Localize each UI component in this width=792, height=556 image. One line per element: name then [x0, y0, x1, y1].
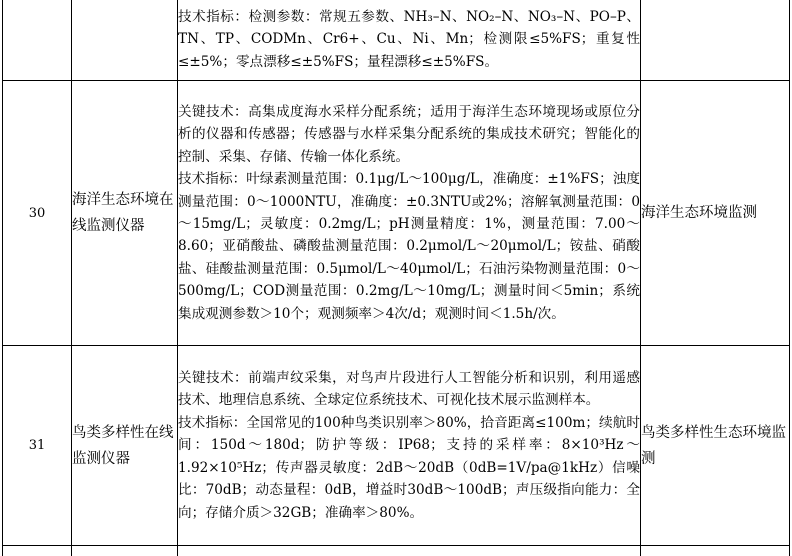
technical-indicators: 技术指标：叶绿素测量范围：0.1μg/L～100μg/L，准确度：±1%FS；浊度测量范围：0～1000NTU，准确度：±0.3NTU或2%；溶解氧测量范围：0～15mg/L；灵敏度：0.2mg/L；pH测量精度：1%，测量范围：7.00～8.60；亚硝酸盐、磷酸盐测量范围：0.2μmol/L～20μmol/L；铵盐、硝酸盐、硅酸盐测量范围：0.5μmol/L～40μmol/L；石油污染物测量范围：0～500mg/L；COD测量范围：0.2mg/L～10mg/L；测量时间＜5min；系统集成观测参数＞10个；观测频率＞4次/d；观测时间＜1.5h/次。 — [178, 168, 640, 325]
empty-cell — [641, 546, 790, 556]
technical-description — [178, 81, 641, 346]
key-technology: 关键技术：高集成度海水采样分配系统；适用于海洋生态环境现场或原位分析的仪器和传感器；传感器与水样采集分配系统的集成技术研究；智能化的控制、采集、存储、传输一体化系统。 — [178, 101, 640, 168]
technical-description — [178, 346, 641, 546]
key-technology: 关键技术：前端声纹采集，对鸟声片段进行人工智能分析和识别，利用遥感技术、地理信息系统、全球定位系统技术、可视化技术展示监测样本。 — [178, 367, 640, 412]
row-number — [3, 0, 72, 81]
application-field: 海洋生态环境监测 — [641, 81, 790, 346]
empty-cell — [178, 546, 641, 556]
empty-cell — [3, 546, 72, 556]
instrument-name: 鸟类多样性在线监测仪器 — [72, 346, 178, 546]
empty-cell — [72, 546, 178, 556]
technical-description — [178, 0, 641, 81]
table-row — [3, 546, 790, 556]
row-number: 31 — [3, 346, 72, 546]
application-field — [641, 0, 790, 81]
table-row — [3, 0, 790, 81]
row-number: 30 — [3, 81, 72, 346]
table-row — [3, 81, 790, 346]
table-row — [3, 346, 790, 546]
technical-indicators: 技术指标：全国常见的100种鸟类识别率＞80%，拾音距离≤100m；续航时间：150d～180d；防护等级：IP68；支持的采样率：8×10³Hz～1.92×10⁵Hz；传声器灵敏度：2dB～20dB（0dB=1V/pa@1kHz）信噪比：70dB；动态量程：0dB，增益时30dB～100dB；声压级指向能力：全向；存储介质＞32GB；准确率＞80%。 — [178, 412, 640, 524]
application-field: 鸟类多样性生态环境监测 — [641, 346, 790, 546]
technical-indicators: 技术指标：检测参数：常规五参数、NH₃–N、NO₂–N、NO₃–N、PO–P、TN、TP、CODMn、Cr6+、Cu、Ni、Mn；检测限≤5%FS；重复性≤±5%；零点漂移≤±5%FS；量程漂移≤±5%FS。 — [178, 6, 640, 73]
instrument-name — [72, 0, 178, 81]
instrument-name: 海洋生态环境在线监测仪器 — [72, 81, 178, 346]
equipment-spec-table — [2, 0, 790, 556]
